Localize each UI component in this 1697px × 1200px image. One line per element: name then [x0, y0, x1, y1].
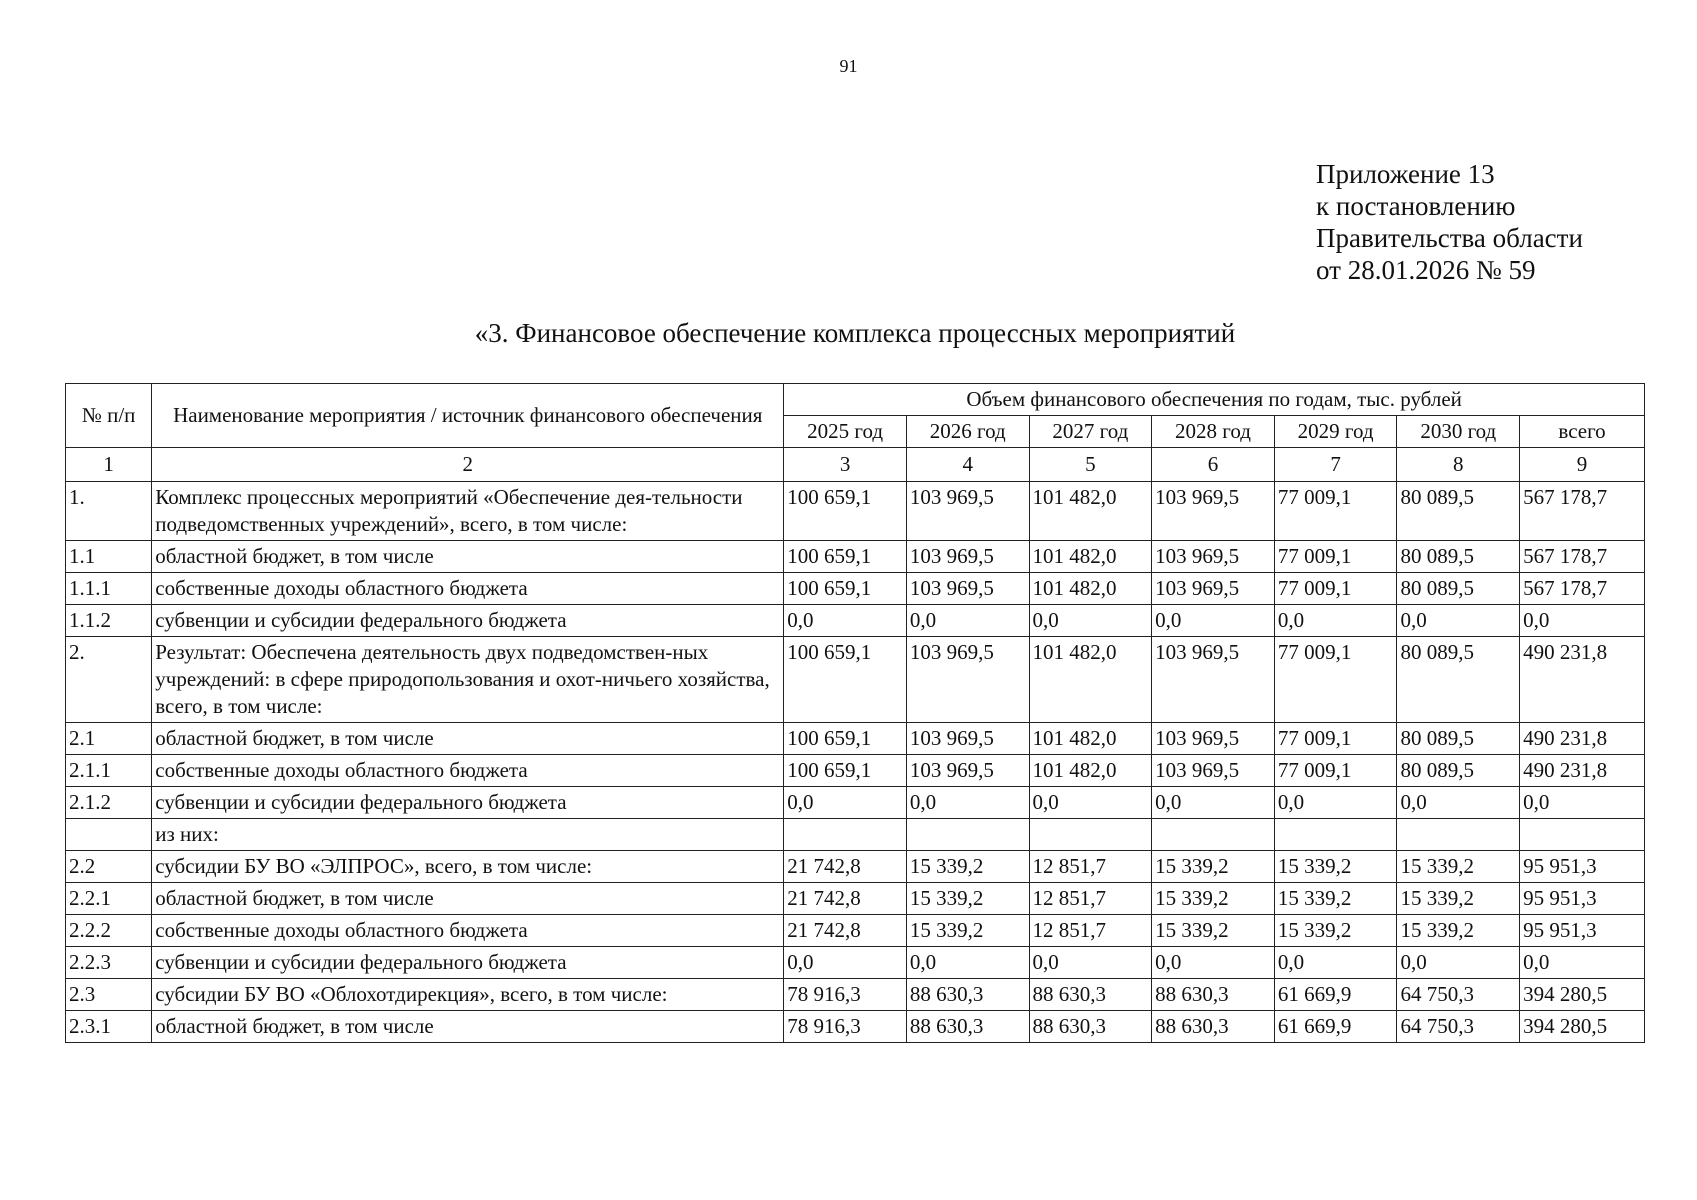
row-value: 0,0 — [1397, 605, 1520, 637]
annex-block — [1316, 158, 1583, 286]
table-row — [66, 915, 1645, 947]
row-value: 15 339,2 — [1274, 851, 1397, 883]
row-value: 78 916,3 — [784, 1011, 907, 1043]
row-value — [906, 819, 1029, 851]
row-value: 101 482,0 — [1029, 637, 1152, 723]
row-value: 15 339,2 — [1274, 883, 1397, 915]
row-value: 95 951,3 — [1520, 883, 1645, 915]
row-value: 103 969,5 — [1152, 637, 1275, 723]
table-row — [66, 482, 1645, 541]
row-value: 103 969,5 — [1152, 573, 1275, 605]
row-value: 88 630,3 — [1152, 1011, 1275, 1043]
row-value: 12 851,7 — [1029, 883, 1152, 915]
table-row — [66, 1011, 1645, 1043]
row-name: субвенции и субсидии федерального бюджета — [152, 947, 784, 979]
table-row — [66, 883, 1645, 915]
row-name: областной бюджет, в том числе — [152, 1011, 784, 1043]
row-value — [1520, 819, 1645, 851]
row-value: 12 851,7 — [1029, 915, 1152, 947]
row-value: 0,0 — [1152, 605, 1275, 637]
table-row — [66, 947, 1645, 979]
row-value: 103 969,5 — [906, 541, 1029, 573]
row-value: 490 231,8 — [1520, 723, 1645, 755]
row-value: 103 969,5 — [1152, 755, 1275, 787]
row-value: 0,0 — [1274, 947, 1397, 979]
row-value: 77 009,1 — [1274, 482, 1397, 541]
row-value: 100 659,1 — [784, 482, 907, 541]
row-value: 103 969,5 — [906, 482, 1029, 541]
row-value: 15 339,2 — [1152, 851, 1275, 883]
table-row — [66, 787, 1645, 819]
row-number: 1. — [66, 482, 152, 541]
row-value: 80 089,5 — [1397, 755, 1520, 787]
row-value: 21 742,8 — [784, 915, 907, 947]
row-value: 88 630,3 — [1029, 1011, 1152, 1043]
row-value: 100 659,1 — [784, 541, 907, 573]
row-value: 77 009,1 — [1274, 637, 1397, 723]
table-row — [66, 979, 1645, 1011]
row-number: 2.3 — [66, 979, 152, 1011]
column-number: 4 — [906, 448, 1029, 482]
column-number: 6 — [1152, 448, 1275, 482]
row-value: 15 339,2 — [906, 883, 1029, 915]
page-number: 91 — [839, 56, 858, 76]
row-number: 2. — [66, 637, 152, 723]
row-value: 80 089,5 — [1397, 482, 1520, 541]
row-number: 2.1.2 — [66, 787, 152, 819]
row-value: 103 969,5 — [906, 573, 1029, 605]
row-value: 567 178,7 — [1520, 573, 1645, 605]
row-value: 0,0 — [1152, 947, 1275, 979]
row-value: 103 969,5 — [1152, 482, 1275, 541]
row-value: 88 630,3 — [906, 979, 1029, 1011]
row-value: 490 231,8 — [1520, 755, 1645, 787]
row-value: 0,0 — [1520, 605, 1645, 637]
row-value: 88 630,3 — [906, 1011, 1029, 1043]
row-value: 101 482,0 — [1029, 755, 1152, 787]
row-number: 2.3.1 — [66, 1011, 152, 1043]
row-value: 394 280,5 — [1520, 1011, 1645, 1043]
row-value — [1274, 819, 1397, 851]
row-value: 64 750,3 — [1397, 979, 1520, 1011]
financing-table — [65, 383, 1645, 1043]
row-value: 101 482,0 — [1029, 573, 1152, 605]
header-name: Наименование мероприятия / источник финансового обеспечения — [152, 384, 784, 448]
annex-line: от 28.01.2026 № 59 — [1316, 255, 1536, 285]
row-name: субсидии БУ ВО «ЭЛПРОС», всего, в том числе: — [152, 851, 784, 883]
row-value: 15 339,2 — [1397, 883, 1520, 915]
table-row — [66, 573, 1645, 605]
row-value: 88 630,3 — [1029, 979, 1152, 1011]
row-name: субвенции и субсидии федерального бюджета — [152, 605, 784, 637]
row-value: 490 231,8 — [1520, 637, 1645, 723]
table-body — [66, 482, 1645, 1043]
header-year: 2029 год — [1274, 416, 1397, 448]
row-value: 88 630,3 — [1152, 979, 1275, 1011]
row-value: 0,0 — [1029, 605, 1152, 637]
row-value: 15 339,2 — [906, 851, 1029, 883]
column-number: 3 — [784, 448, 907, 482]
header-column-numbers — [66, 448, 1645, 482]
row-value: 0,0 — [1520, 947, 1645, 979]
row-value: 394 280,5 — [1520, 979, 1645, 1011]
row-number: 2.2.2 — [66, 915, 152, 947]
row-name: Комплекс процессных мероприятий «Обеспечение дея-тельности подведомственных учреждений», всего, в том числе: — [152, 482, 784, 541]
row-value: 0,0 — [1029, 947, 1152, 979]
row-value: 103 969,5 — [906, 637, 1029, 723]
row-value: 64 750,3 — [1397, 1011, 1520, 1043]
row-number: 1.1 — [66, 541, 152, 573]
row-value: 0,0 — [784, 605, 907, 637]
row-value: 100 659,1 — [784, 755, 907, 787]
header-year: 2025 год — [784, 416, 907, 448]
row-value: 77 009,1 — [1274, 541, 1397, 573]
row-value: 78 916,3 — [784, 979, 907, 1011]
header-year: 2026 год — [906, 416, 1029, 448]
column-number: 8 — [1397, 448, 1520, 482]
row-value: 77 009,1 — [1274, 723, 1397, 755]
row-value: 95 951,3 — [1520, 915, 1645, 947]
row-name: собственные доходы областного бюджета — [152, 915, 784, 947]
table-row — [66, 541, 1645, 573]
header-group: Объем финансового обеспечения по годам, тыс. рублей — [784, 384, 1645, 416]
row-value: 567 178,7 — [1520, 541, 1645, 573]
row-name: из них: — [152, 819, 784, 851]
row-value: 0,0 — [906, 787, 1029, 819]
row-value: 100 659,1 — [784, 573, 907, 605]
row-value: 0,0 — [1274, 605, 1397, 637]
row-value: 0,0 — [1029, 787, 1152, 819]
table-row — [66, 819, 1645, 851]
row-number: 1.1.1 — [66, 573, 152, 605]
row-value: 0,0 — [906, 947, 1029, 979]
row-value: 0,0 — [906, 605, 1029, 637]
row-value: 103 969,5 — [906, 723, 1029, 755]
row-number — [66, 819, 152, 851]
table-row — [66, 605, 1645, 637]
header-year: 2027 год — [1029, 416, 1152, 448]
row-value: 0,0 — [1152, 787, 1275, 819]
row-value: 80 089,5 — [1397, 541, 1520, 573]
header-year: 2028 год — [1152, 416, 1275, 448]
row-name: собственные доходы областного бюджета — [152, 755, 784, 787]
header-year: 2030 год — [1397, 416, 1520, 448]
column-number: 7 — [1274, 448, 1397, 482]
row-value: 12 851,7 — [1029, 851, 1152, 883]
row-number: 2.2.3 — [66, 947, 152, 979]
row-number: 2.2 — [66, 851, 152, 883]
row-name: областной бюджет, в том числе — [152, 883, 784, 915]
row-value: 21 742,8 — [784, 851, 907, 883]
column-number: 1 — [66, 448, 152, 482]
row-value: 61 669,9 — [1274, 979, 1397, 1011]
annex-line: Правительства области — [1316, 223, 1583, 253]
row-value: 103 969,5 — [906, 755, 1029, 787]
row-value: 103 969,5 — [1152, 541, 1275, 573]
row-number: 2.2.1 — [66, 883, 152, 915]
row-value: 0,0 — [1397, 787, 1520, 819]
row-value: 61 669,9 — [1274, 1011, 1397, 1043]
row-value — [1029, 819, 1152, 851]
row-value: 80 089,5 — [1397, 573, 1520, 605]
row-value — [784, 819, 907, 851]
row-value: 15 339,2 — [1152, 883, 1275, 915]
row-value: 101 482,0 — [1029, 482, 1152, 541]
table-row — [66, 637, 1645, 723]
header-number: № п/п — [66, 384, 152, 448]
column-number: 2 — [152, 448, 784, 482]
row-value: 80 089,5 — [1397, 637, 1520, 723]
header-year: всего — [1520, 416, 1645, 448]
table-row — [66, 851, 1645, 883]
column-number: 9 — [1520, 448, 1645, 482]
annex-line: к постановлению — [1316, 191, 1516, 221]
row-value: 103 969,5 — [1152, 723, 1275, 755]
row-value: 567 178,7 — [1520, 482, 1645, 541]
row-name: субсидии БУ ВО «Облохотдирекция», всего, в том числе: — [152, 979, 784, 1011]
row-value: 0,0 — [1274, 787, 1397, 819]
row-name: Результат: Обеспечена деятельность двух подведомствен-ных учреждений: в сфере природопользования и охот-ничьего хозяйства, всего, в том числе: — [152, 637, 784, 723]
row-value: 0,0 — [784, 947, 907, 979]
row-value: 0,0 — [1397, 947, 1520, 979]
row-value — [1152, 819, 1275, 851]
annex-line: Приложение 13 — [1316, 159, 1495, 189]
row-number: 2.1.1 — [66, 755, 152, 787]
row-value: 100 659,1 — [784, 723, 907, 755]
row-value: 101 482,0 — [1029, 541, 1152, 573]
row-value: 15 339,2 — [1397, 915, 1520, 947]
row-value: 15 339,2 — [1274, 915, 1397, 947]
row-value: 100 659,1 — [784, 637, 907, 723]
row-value: 80 089,5 — [1397, 723, 1520, 755]
row-value: 15 339,2 — [1152, 915, 1275, 947]
table-row — [66, 723, 1645, 755]
row-number: 2.1 — [66, 723, 152, 755]
row-value: 77 009,1 — [1274, 573, 1397, 605]
row-value: 15 339,2 — [906, 915, 1029, 947]
table-row — [66, 755, 1645, 787]
row-value: 0,0 — [784, 787, 907, 819]
row-name: областной бюджет, в том числе — [152, 723, 784, 755]
document-title: «3. Финансовое обеспечение комплекса процессных мероприятий — [474, 318, 1236, 348]
row-value: 95 951,3 — [1520, 851, 1645, 883]
row-name: областной бюджет, в том числе — [152, 541, 784, 573]
row-value — [1397, 819, 1520, 851]
row-value: 15 339,2 — [1397, 851, 1520, 883]
row-name: субвенции и субсидии федерального бюджета — [152, 787, 784, 819]
row-value: 0,0 — [1520, 787, 1645, 819]
column-number: 5 — [1029, 448, 1152, 482]
row-number: 1.1.2 — [66, 605, 152, 637]
row-name: собственные доходы областного бюджета — [152, 573, 784, 605]
row-value: 101 482,0 — [1029, 723, 1152, 755]
row-value: 21 742,8 — [784, 883, 907, 915]
row-value: 77 009,1 — [1274, 755, 1397, 787]
